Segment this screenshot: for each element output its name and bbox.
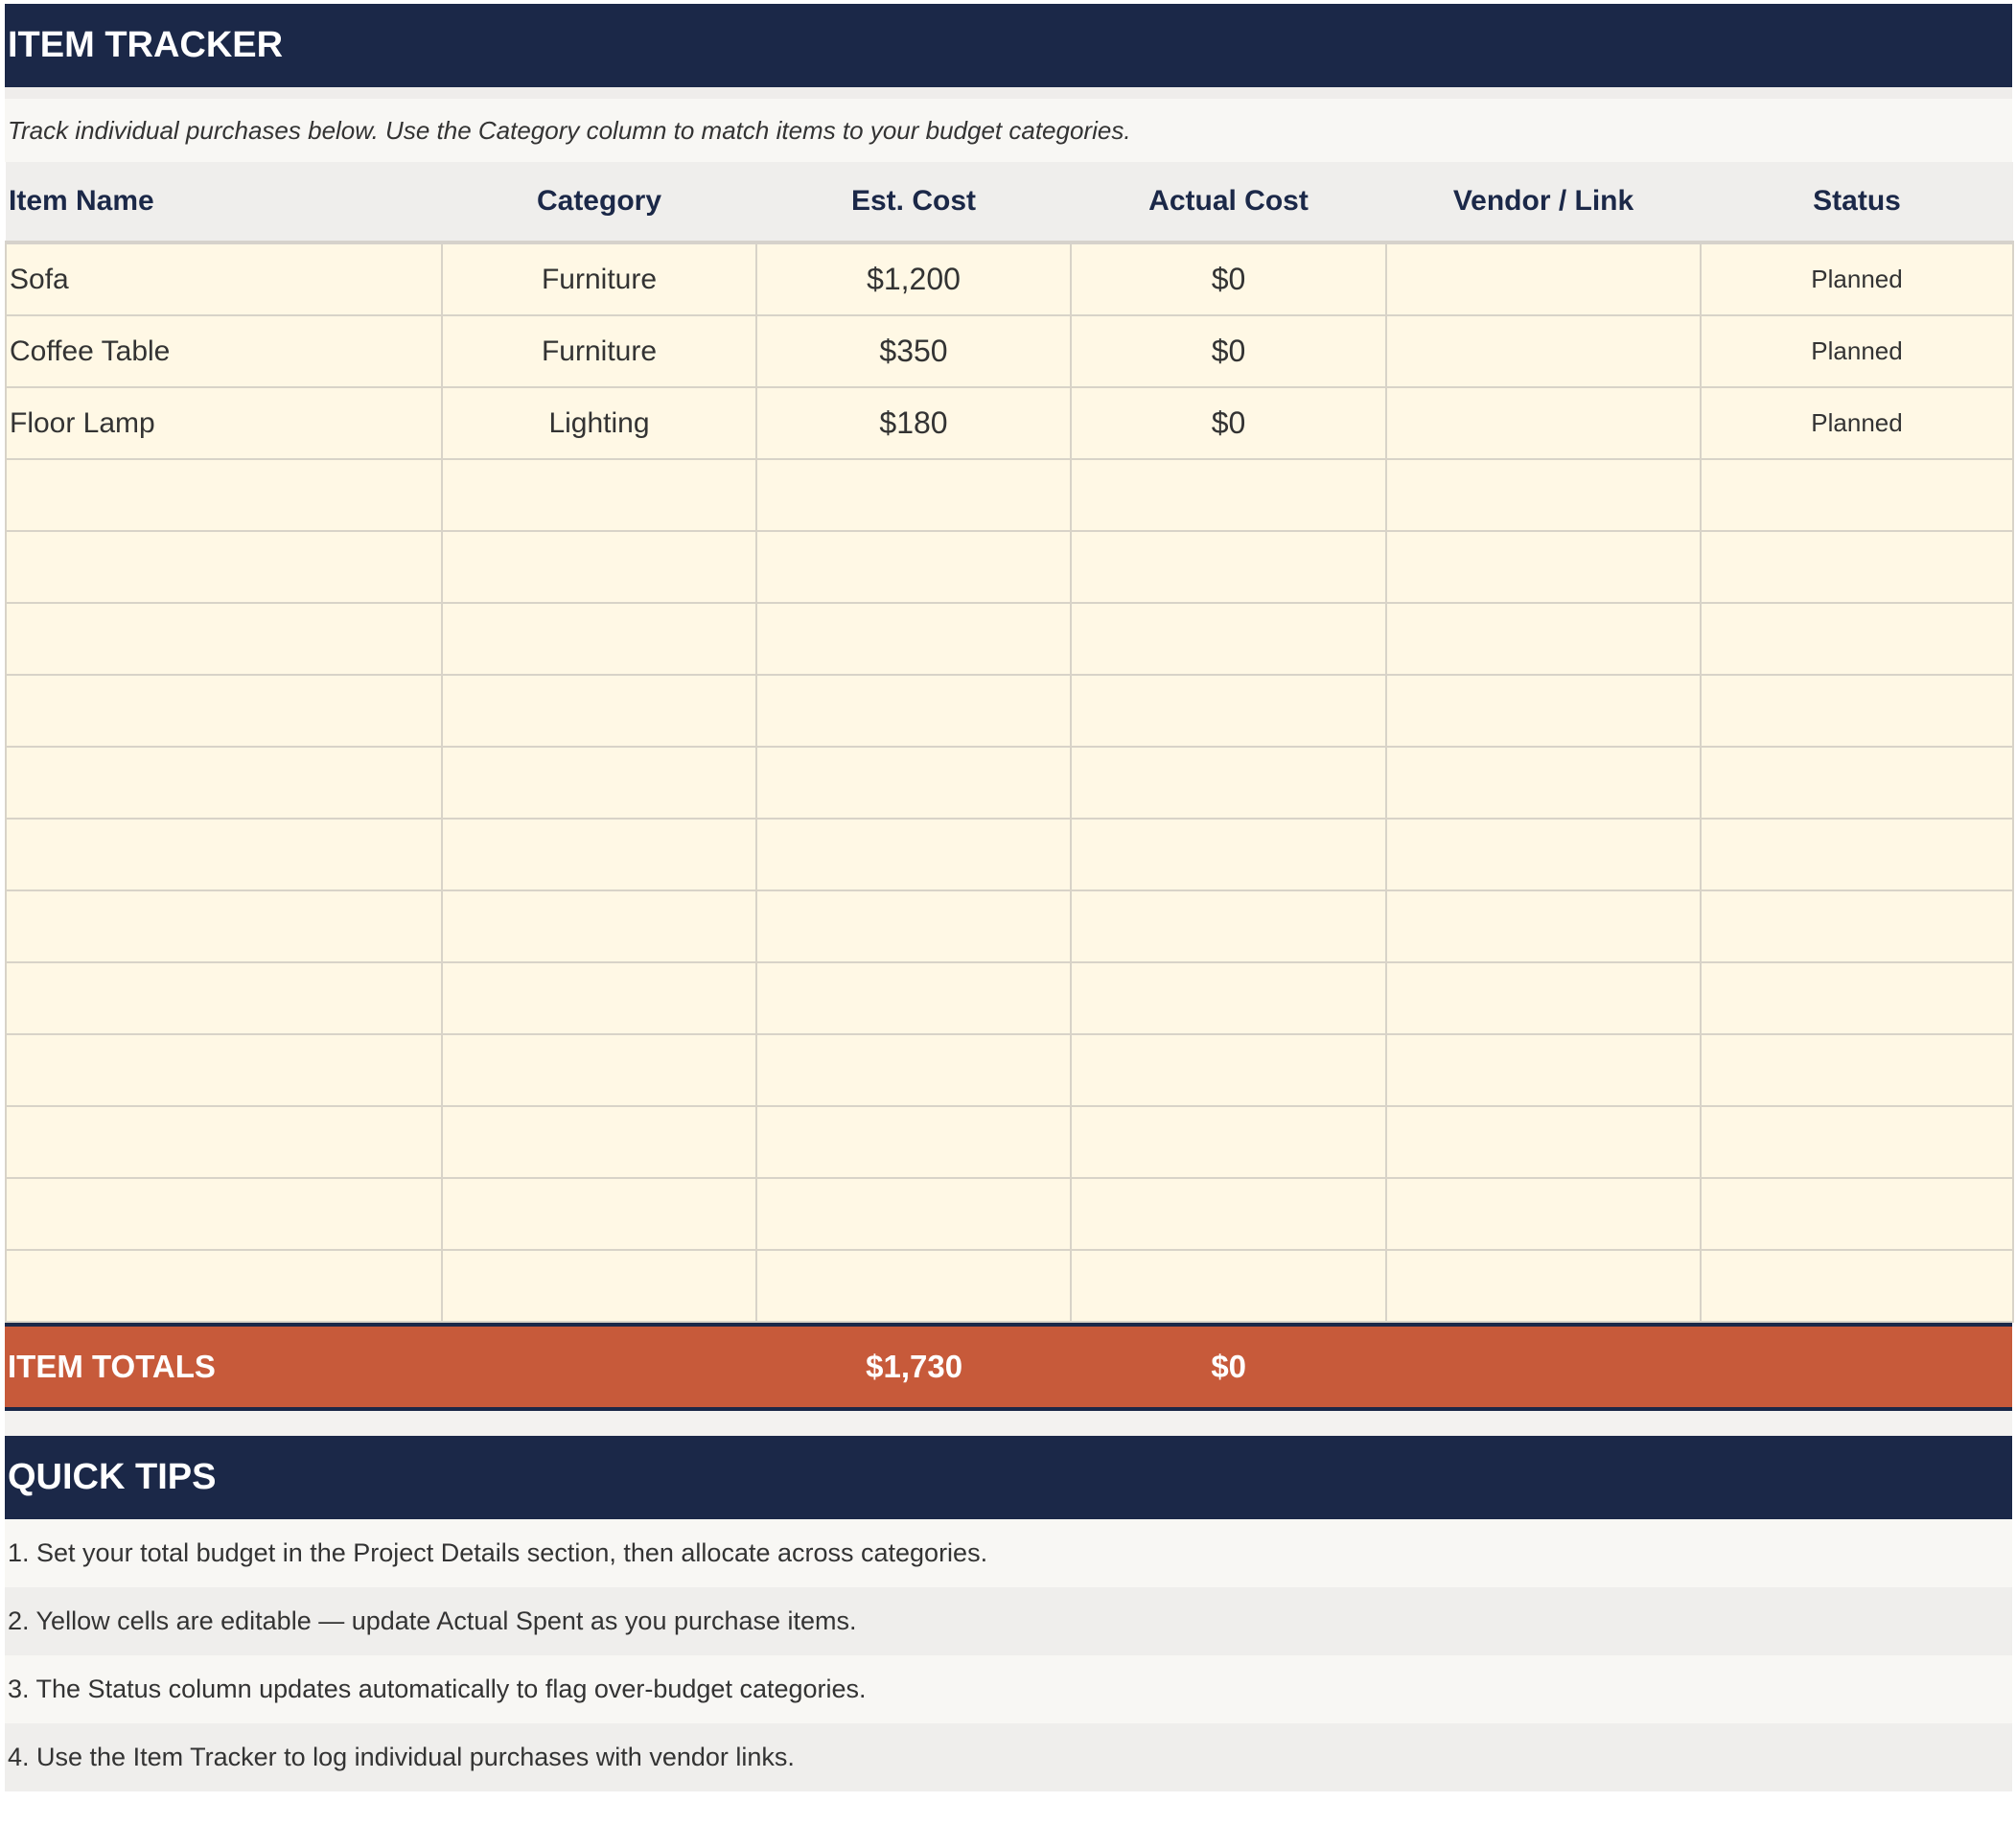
- item-totals-row: [5, 1323, 2012, 1411]
- category-cell[interactable]: [442, 890, 756, 962]
- column-header-vendor-link[interactable]: Vendor / Link: [1386, 162, 1701, 243]
- item-tracker-description: Track individual purchases below. Use the Category column to match items to your budget categories.: [5, 99, 2012, 162]
- table-row: [6, 603, 2013, 675]
- item-totals-est-cost: $1,730: [866, 1349, 963, 1384]
- vendor-link-cell[interactable]: [1386, 1178, 1701, 1250]
- category-cell[interactable]: [442, 1106, 756, 1178]
- est-cost-cell[interactable]: $350: [756, 315, 1071, 387]
- item-tracker-title: ITEM TRACKER: [5, 4, 2012, 87]
- table-row: [6, 1106, 2013, 1178]
- vendor-link-cell[interactable]: [1386, 819, 1701, 890]
- category-cell[interactable]: [442, 675, 756, 747]
- actual-cost-cell[interactable]: [1071, 819, 1386, 890]
- est-cost-cell[interactable]: $180: [756, 387, 1071, 459]
- actual-cost-cell[interactable]: $0: [1071, 315, 1386, 387]
- item-table: [5, 162, 2014, 1323]
- vendor-link-cell[interactable]: [1386, 962, 1701, 1034]
- vendor-link-cell[interactable]: [1386, 747, 1701, 819]
- est-cost-cell[interactable]: [756, 962, 1071, 1034]
- est-cost-cell[interactable]: $1,200: [756, 243, 1071, 315]
- item-name-cell[interactable]: Floor Lamp: [6, 387, 442, 459]
- status-cell[interactable]: [1701, 675, 2013, 747]
- tip-item-1: 1. Set your total budget in the Project Details section, then allocate across categories.: [5, 1519, 2012, 1587]
- category-cell[interactable]: Furniture: [442, 315, 756, 387]
- actual-cost-cell[interactable]: [1071, 1250, 1386, 1322]
- category-cell[interactable]: [442, 747, 756, 819]
- item-name-cell[interactable]: [6, 890, 442, 962]
- category-cell[interactable]: [442, 1250, 756, 1322]
- item-name-cell[interactable]: [6, 747, 442, 819]
- item-totals-label: ITEM TOTALS: [8, 1349, 216, 1384]
- category-cell[interactable]: Furniture: [442, 243, 756, 315]
- actual-cost-cell[interactable]: [1071, 747, 1386, 819]
- actual-cost-cell[interactable]: [1071, 890, 1386, 962]
- vendor-link-cell[interactable]: [1386, 603, 1701, 675]
- tip-item-2: 2. Yellow cells are editable — update Actual Spent as you purchase items.: [5, 1587, 2012, 1655]
- column-header-est-cost[interactable]: Est. Cost: [756, 162, 1071, 243]
- est-cost-cell[interactable]: [756, 747, 1071, 819]
- table-row: [6, 459, 2013, 531]
- category-cell[interactable]: [442, 531, 756, 603]
- vendor-link-cell[interactable]: [1386, 1250, 1701, 1322]
- est-cost-cell[interactable]: [756, 1034, 1071, 1106]
- category-cell[interactable]: [442, 962, 756, 1034]
- status-cell[interactable]: [1701, 890, 2013, 962]
- column-header-actual-cost[interactable]: Actual Cost: [1071, 162, 1386, 243]
- actual-cost-cell[interactable]: [1071, 459, 1386, 531]
- item-name-cell[interactable]: [6, 531, 442, 603]
- spacer: [5, 87, 2012, 99]
- est-cost-cell[interactable]: [756, 459, 1071, 531]
- item-name-cell[interactable]: Coffee Table: [6, 315, 442, 387]
- category-cell[interactable]: [442, 1178, 756, 1250]
- status-cell[interactable]: Planned: [1701, 387, 2013, 459]
- table-row: [6, 1250, 2013, 1322]
- item-totals-actual-cost: $0: [1211, 1349, 1247, 1384]
- actual-cost-cell[interactable]: [1071, 675, 1386, 747]
- quick-tips-title: QUICK TIPS: [5, 1436, 2012, 1519]
- item-name-cell[interactable]: [6, 1106, 442, 1178]
- status-cell[interactable]: [1701, 962, 2013, 1034]
- actual-cost-cell[interactable]: [1071, 531, 1386, 603]
- table-row: [6, 243, 2013, 315]
- vendor-link-cell[interactable]: [1386, 459, 1701, 531]
- actual-cost-cell[interactable]: [1071, 1106, 1386, 1178]
- item-name-cell[interactable]: [6, 962, 442, 1034]
- column-header-status[interactable]: Status: [1701, 162, 2013, 243]
- item-name-cell[interactable]: [6, 1178, 442, 1250]
- est-cost-cell[interactable]: [756, 1106, 1071, 1178]
- vendor-link-cell[interactable]: [1386, 675, 1701, 747]
- status-cell[interactable]: [1701, 459, 2013, 531]
- table-row: [6, 1178, 2013, 1250]
- actual-cost-cell[interactable]: [1071, 962, 1386, 1034]
- category-cell[interactable]: Lighting: [442, 387, 756, 459]
- category-cell[interactable]: [442, 1034, 756, 1106]
- spreadsheet: [5, 4, 2012, 1791]
- category-cell[interactable]: [442, 603, 756, 675]
- column-header-item-name[interactable]: Item Name: [6, 162, 442, 243]
- actual-cost-cell[interactable]: [1071, 1034, 1386, 1106]
- status-cell[interactable]: [1701, 531, 2013, 603]
- table-row: [6, 962, 2013, 1034]
- est-cost-cell[interactable]: [756, 1178, 1071, 1250]
- tip-item-4: 4. Use the Item Tracker to log individual purchases with vendor links.: [5, 1723, 2012, 1791]
- est-cost-cell[interactable]: [756, 819, 1071, 890]
- status-cell[interactable]: [1701, 1106, 2013, 1178]
- est-cost-cell[interactable]: [756, 890, 1071, 962]
- category-cell[interactable]: [442, 819, 756, 890]
- vendor-link-cell[interactable]: [1386, 243, 1701, 315]
- category-cell[interactable]: [442, 459, 756, 531]
- table-header-row: [6, 162, 2013, 243]
- table-row: [6, 819, 2013, 890]
- vendor-link-cell[interactable]: [1386, 1106, 1701, 1178]
- est-cost-cell[interactable]: [756, 675, 1071, 747]
- status-cell[interactable]: [1701, 1178, 2013, 1250]
- vendor-link-cell[interactable]: [1386, 531, 1701, 603]
- status-cell[interactable]: [1701, 603, 2013, 675]
- actual-cost-cell[interactable]: $0: [1071, 243, 1386, 315]
- est-cost-cell[interactable]: [756, 603, 1071, 675]
- est-cost-cell[interactable]: [756, 1250, 1071, 1322]
- item-name-cell[interactable]: [6, 675, 442, 747]
- vendor-link-cell[interactable]: [1386, 315, 1701, 387]
- est-cost-cell[interactable]: [756, 531, 1071, 603]
- item-name-cell[interactable]: Sofa: [6, 243, 442, 315]
- item-name-cell[interactable]: [6, 459, 442, 531]
- table-row: [6, 387, 2013, 459]
- table-row: [6, 315, 2013, 387]
- actual-cost-cell[interactable]: [1071, 603, 1386, 675]
- status-cell[interactable]: [1701, 1250, 2013, 1322]
- item-name-cell[interactable]: [6, 819, 442, 890]
- actual-cost-cell[interactable]: [1071, 1178, 1386, 1250]
- vendor-link-cell[interactable]: [1386, 890, 1701, 962]
- status-cell[interactable]: [1701, 1034, 2013, 1106]
- vendor-link-cell[interactable]: [1386, 1034, 1701, 1106]
- table-row: [6, 890, 2013, 962]
- status-cell[interactable]: Planned: [1701, 243, 2013, 315]
- table-row: [6, 1034, 2013, 1106]
- table-row: [6, 747, 2013, 819]
- spacer: [5, 1411, 2012, 1436]
- table-row: [6, 675, 2013, 747]
- tip-item-3: 3. The Status column updates automatically to flag over-budget categories.: [5, 1655, 2012, 1723]
- status-cell[interactable]: Planned: [1701, 315, 2013, 387]
- status-cell[interactable]: [1701, 747, 2013, 819]
- item-name-cell[interactable]: [6, 603, 442, 675]
- column-header-category[interactable]: Category: [442, 162, 756, 243]
- actual-cost-cell[interactable]: $0: [1071, 387, 1386, 459]
- item-name-cell[interactable]: [6, 1034, 442, 1106]
- table-row: [6, 531, 2013, 603]
- vendor-link-cell[interactable]: [1386, 387, 1701, 459]
- item-name-cell[interactable]: [6, 1250, 442, 1322]
- status-cell[interactable]: [1701, 819, 2013, 890]
